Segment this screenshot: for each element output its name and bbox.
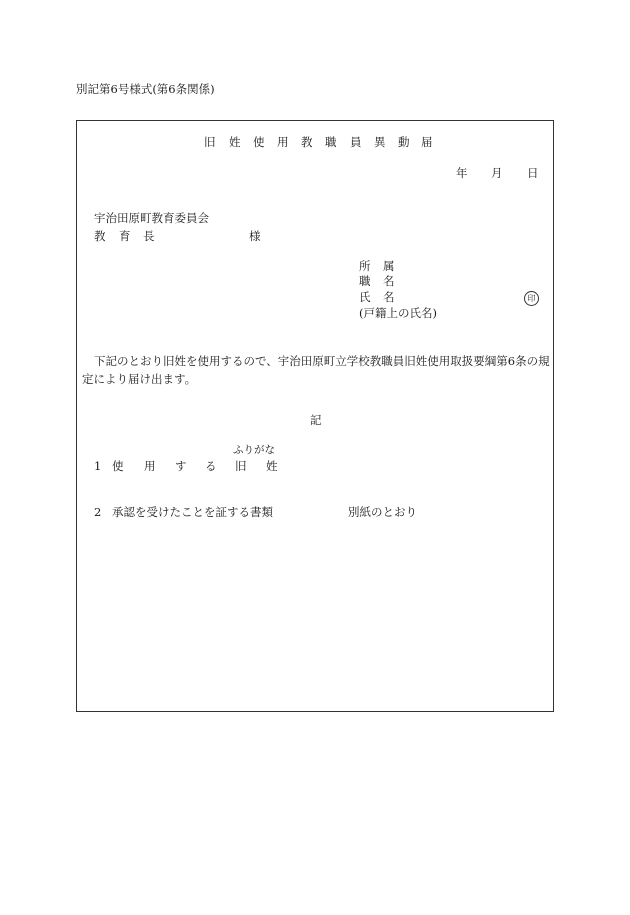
furigana-label: ふりがな xyxy=(233,444,275,456)
title-char: 使 xyxy=(253,135,265,149)
name-label-char: 氏 xyxy=(359,290,371,304)
item2-value: 別紙のとおり xyxy=(348,505,417,519)
title-char: 職 xyxy=(325,135,337,149)
title-char: 異 xyxy=(374,135,386,149)
date-day-label: 日 xyxy=(527,166,539,180)
item1-label-char: る xyxy=(205,459,217,473)
addressee-organization: 宇治田原町教育委員会 xyxy=(94,211,209,225)
registered-name-note: (戸籍上の氏名) xyxy=(359,306,437,320)
item1-label-char: 使 xyxy=(112,459,124,473)
item1-number: 1 xyxy=(94,459,102,473)
declaration-paragraph xyxy=(82,352,552,388)
item2-number: 2 xyxy=(94,505,102,519)
title-char: 旧 xyxy=(204,135,216,149)
form-number-label: 別記第6号様式(第6条関係) xyxy=(76,82,215,96)
item1-label-char: 用 xyxy=(144,459,156,473)
title-char: 姓 xyxy=(229,135,241,149)
title-char: 動 xyxy=(398,135,410,149)
addressee-role-char: 育 xyxy=(119,229,131,243)
affiliation-label-char: 所 xyxy=(359,259,371,273)
seal-mark-icon: 印 xyxy=(524,291,539,306)
title-char: 員 xyxy=(350,135,362,149)
title-char: 教 xyxy=(301,135,313,149)
declaration-text: 下記のとおり旧姓を使用するので、宇治田原町立学校教職員旧姓使用取扱要綱第6条の規定により届け出ます。 xyxy=(82,354,550,386)
item1-label-char: 姓 xyxy=(266,459,278,473)
addressee-honorific: 様 xyxy=(249,229,261,243)
position-label-char: 名 xyxy=(383,274,395,288)
addressee-role-char: 長 xyxy=(143,229,155,243)
title-char: 届 xyxy=(421,135,433,149)
item1-label-char: す xyxy=(175,459,187,473)
item1-label-char: 旧 xyxy=(235,459,247,473)
position-label-char: 職 xyxy=(359,274,371,288)
title-char: 用 xyxy=(277,135,289,149)
name-label-char: 名 xyxy=(383,290,395,304)
affiliation-label-char: 属 xyxy=(383,259,395,273)
ki-heading: 記 xyxy=(310,413,322,427)
date-month-label: 月 xyxy=(491,166,503,180)
addressee-role-char: 教 xyxy=(94,229,106,243)
date-year-label: 年 xyxy=(456,166,468,180)
item2-label: 承認を受けたことを証する書類 xyxy=(112,505,273,519)
